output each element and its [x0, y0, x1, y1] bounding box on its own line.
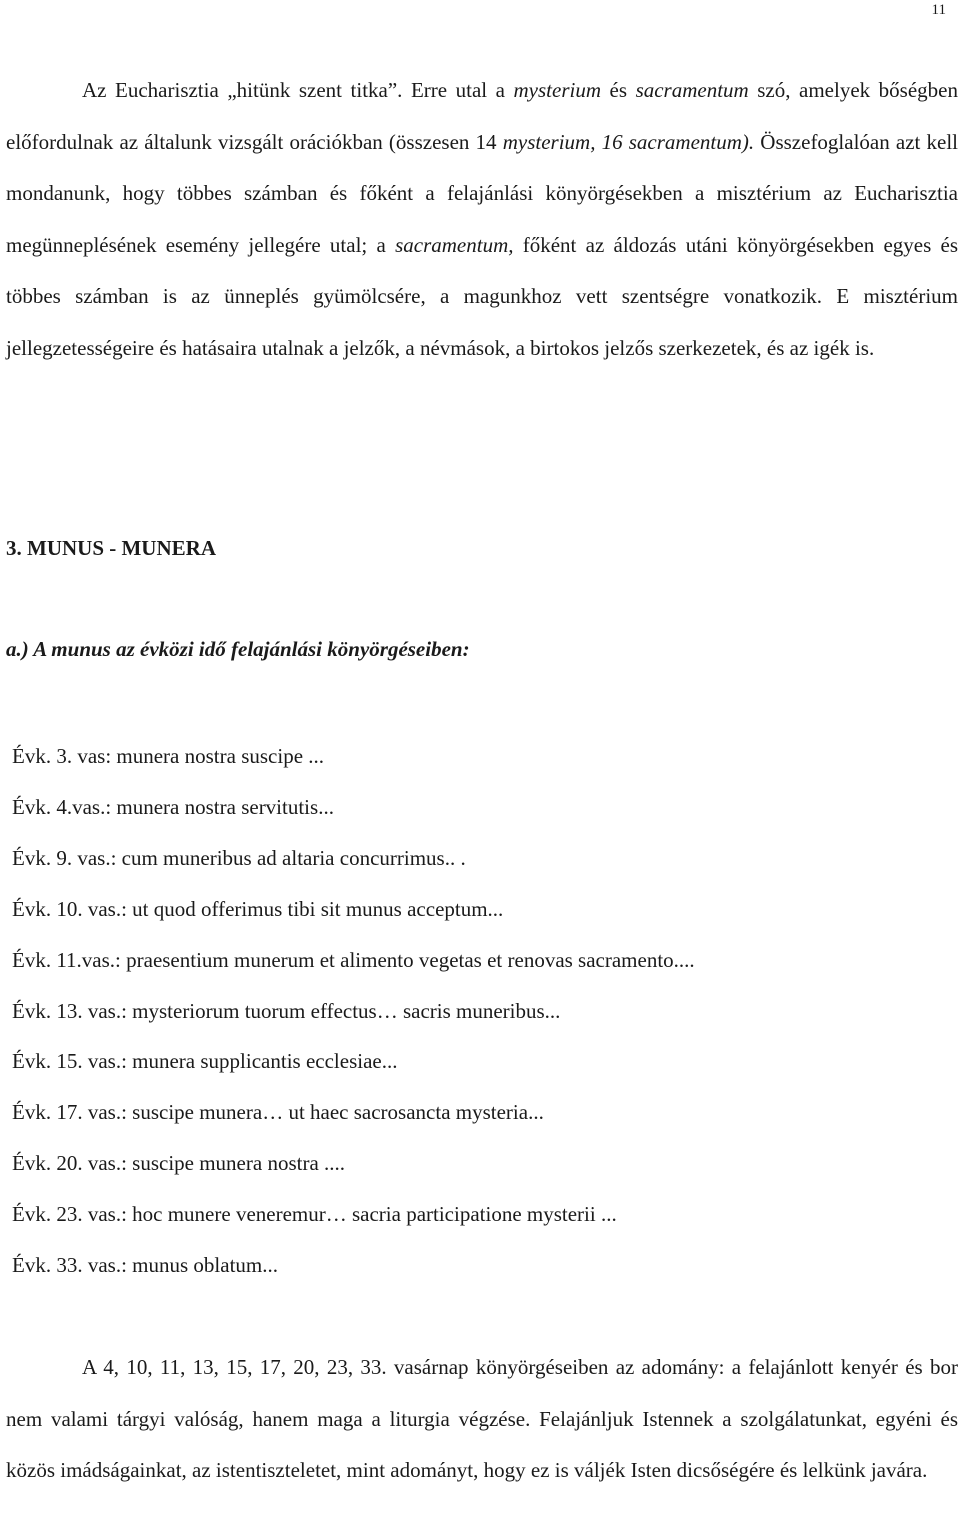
list-item: Évk. 10. vas.: ut quod offerimus tibi sit munus acceptum... — [12, 896, 504, 921]
list-item: Évk. 15. vas.: munera supplicantis ecclesiae... — [12, 1049, 398, 1074]
list-item: Évk. 20. vas.: suscipe munera nostra .... — [12, 1151, 346, 1176]
list-item: Évk. 4.vas.: munera nostra servitutis... — [12, 794, 334, 819]
list-item: Évk. 13. vas.: mysteriorum tuorum effectus… sacris muneribus... — [12, 998, 561, 1023]
paragraph-text: Összefoglalóan azt kell mondanunk, hogy többes számban és főként a felajánlási könyörgésekben a misztérium az Eucharisztia megünneplésének esemény jellegére utal; a — [6, 129, 959, 257]
intro-paragraph — [6, 65, 958, 375]
emphasis-term: sacramentum — [635, 78, 749, 102]
list-item: Évk. 33. vas.: munus oblatum... — [12, 1253, 278, 1278]
section-heading: 3. MUNUS - MUNERA — [6, 536, 216, 560]
list-item: Évk. 17. vas.: suscipe munera… ut haec sacrosancta mysteria... — [12, 1100, 544, 1125]
closing-paragraph: A 4, 10, 11, 13, 15, 17, 20, 23, 33. vasárnap könyörgéseiben az adomány: a felajánlott kenyér és bor nem valami tárgyi valóság, hanem maga a liturgia végzése. Felajánljuk Istennek a szolgálatunkat, egyéni és közös imádságainkat, az istentiszteletet, mint adományt, hogy ez is váljék Isten dicsőségére és lelkünk javára. — [6, 1355, 958, 1483]
list-item: Évk. 23. vas.: hoc munere veneremur… sacria participatione mysterii ... — [12, 1202, 617, 1227]
emphasis-term: sacramentum, — [395, 232, 514, 257]
paragraph-text: főként az áldozás utáni könyörgésekben egyes és többes számban is az ünneplés gyümölcsére, a magunkhoz vett szentségre vonatkozik. E misztérium jellegzetességeire és hatásaira utalnak a jelzők, a névmások, a birtokos jelzős szerkezetek, és az igék is. — [6, 232, 959, 360]
emphasis-term: mysterium — [513, 78, 601, 102]
page-number: 11 — [931, 2, 946, 18]
emphasis-term: mysterium, 16 sacramentum). — [502, 129, 755, 154]
paragraph-text: szó, amelyek bőségben előfordulnak az általunk vizsgált orációkban (összesen 14 — [6, 78, 958, 154]
list-item: Évk. 9. vas.: cum muneribus ad altaria concurrimus.. . — [12, 845, 466, 870]
subsection-heading: a.) A munus az évközi idő felajánlási könyörgéseiben: — [6, 637, 470, 661]
paragraph-text: Az Eucharisztia „hitünk szent titka”. Erre utal a — [82, 78, 514, 102]
list-item: Évk. 11.vas.: praesentium munerum et alimento vegetas et renovas sacramento.... — [12, 947, 695, 972]
list-item: Évk. 3. vas: munera nostra suscipe ... — [12, 744, 325, 768]
paragraph-text: és — [601, 78, 636, 102]
citation-list — [12, 731, 695, 1291]
